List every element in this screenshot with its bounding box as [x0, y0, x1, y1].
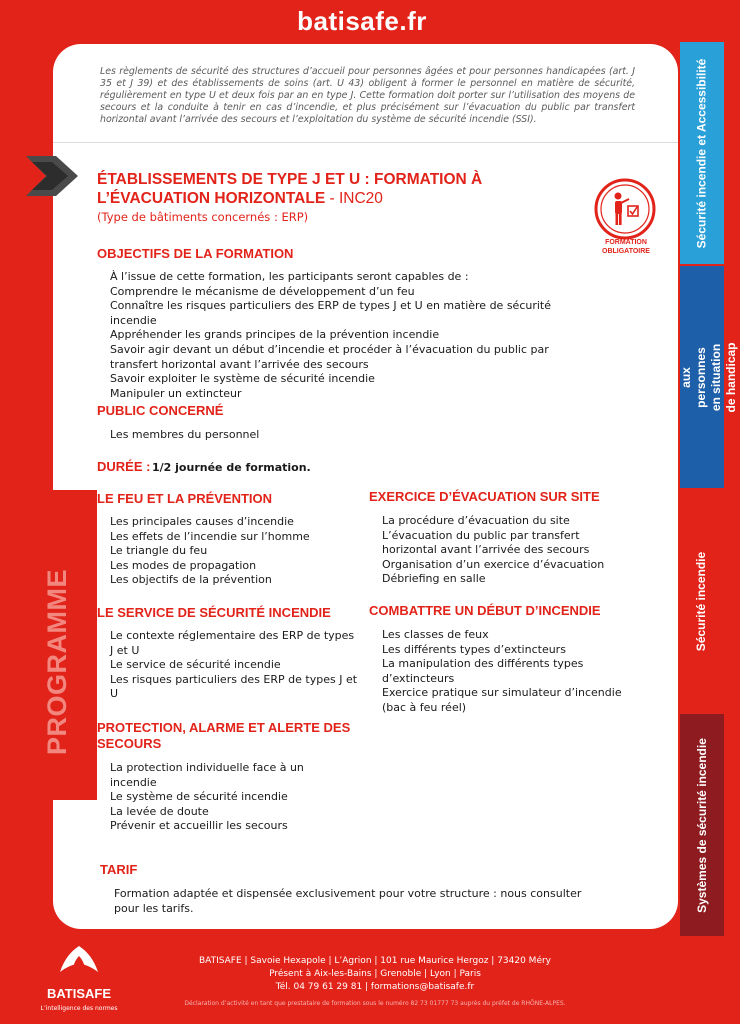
list-item: Débriefing en salle	[382, 572, 486, 586]
tab-label: Sécurité incendie	[694, 551, 709, 651]
tab-label: Sécurité incendie et Accessibilité	[694, 58, 709, 248]
footer-declaration: Déclaration d’activité en tant que prestataire de formation sous le numéro 82 73 01777 73 auprès du préfet de RHÔNE-ALPES.	[184, 1000, 566, 1007]
protection-list	[110, 761, 350, 834]
page-title	[97, 170, 567, 208]
list-item: Manipuler un extincteur	[110, 386, 242, 400]
list-item: Appréhender les grands principes de la prévention incendie	[110, 328, 440, 342]
public-heading: PUBLIC CONCERNÉ	[97, 403, 224, 418]
list-item: Organisation d’un exercice d’évacuation	[382, 557, 605, 571]
list-item: Prévenir et accueillir les secours	[110, 819, 288, 833]
tab-label: Systèmes de sécurité incendie	[694, 737, 709, 913]
tab-label: aux personnes en situation de handicap	[679, 342, 739, 413]
list-item: La protection individuelle face à un incendie	[110, 761, 304, 789]
tab-accessibilite-handicap[interactable]	[679, 266, 739, 488]
footer-contact	[140, 955, 610, 994]
list-item: Le triangle du feu	[110, 544, 208, 558]
tab-securite-incendie[interactable]	[680, 490, 724, 712]
list-item: Les objectifs de la prévention	[110, 573, 272, 587]
list-item: Connaître les risques particuliers des ERP de types J et U en matière de sécurité incendie	[110, 299, 551, 327]
tab-securite-incendie-accessibilite[interactable]	[680, 42, 724, 264]
logo-tagline: L’intelligence des normes	[40, 1005, 118, 1012]
footer-locations: Présent à Aix-les-Bains | Grenoble | Lyon | Paris	[269, 969, 481, 979]
list-item: La procédure d’évacuation du site	[382, 514, 570, 527]
site-title[interactable]: batisafe.fr	[297, 6, 427, 36]
programme-label: PROGRAMME	[42, 569, 72, 755]
list-item: Le service de sécurité incendie	[110, 658, 281, 672]
objectifs-intro: À l’issue de cette formation, les participants seront capables de :	[110, 270, 469, 283]
subtitle: (Type de bâtiments concernés : ERP)	[97, 210, 309, 224]
intro-paragraph: Les règlements de sécurité des structures d’accueil pour personnes âgées et pour personnes handicapées (art. J 35 et J 39) et des établissements de soins (art. U 43) obligent à former le personnel en matière de sécurité, régulièrement en type U et deux fois par an en type J. Cette formation doit porter sur l’utilisation des moyens de secours et la conduite à tenir en cas d’incendie, et plus précisément sur l’évacuation du public par transfert horizontal avant l’arrivée des secours et l’exploitation du système de sécurité incendie (SSI).	[100, 66, 635, 125]
list-item: Les modes de propagation	[110, 558, 257, 572]
list-item: La levée de doute	[110, 804, 209, 818]
batisafe-logo-icon	[42, 942, 116, 986]
list-item: Les classes de feux	[382, 628, 489, 641]
course-code: - INC20	[325, 190, 383, 207]
tarif-text: Formation adaptée et dispensée exclusivement pour votre structure : nous consulter pour les tarifs.	[114, 887, 582, 915]
title-text: ÉTABLISSEMENTS DE TYPE J ET U : FORMATION À L’ÉVACUATION HORIZONTALE	[97, 171, 483, 207]
exercice-list	[382, 514, 627, 587]
exercice-heading: EXERCICE D’ÉVACUATION SUR SITE	[369, 489, 600, 504]
list-item: Les différents types d’extincteurs	[382, 642, 566, 656]
objectifs-heading: OBJECTIFS DE LA FORMATION	[97, 246, 294, 261]
chevron-right-icon	[22, 154, 80, 198]
list-item: Les risques particuliers des ERP de types J et U	[110, 672, 358, 701]
tarif-heading: TARIF	[100, 862, 138, 877]
service-list	[110, 629, 360, 702]
list-item: Savoir agir devant un début d’incendie et procéder à l’évacuation du public par transfert horizontal avant l’arrivée des secours	[110, 342, 549, 371]
public-text: Les membres du personnel	[110, 428, 260, 441]
service-heading: LE SERVICE DE SÉCURITÉ INCENDIE	[97, 605, 331, 620]
footer-address: BATISAFE | Savoie Hexapole | L’Agrion | 101 rue Maurice Hergoz | 73420 Méry	[198, 956, 552, 966]
divider	[53, 142, 678, 143]
list-item: Exercice pratique sur simulateur d’incendie (bac à feu réel)	[382, 686, 622, 714]
list-item: L’évacuation du public par transfert horizontal avant l’arrivée des secours	[382, 528, 590, 557]
combattre-heading: COMBATTRE UN DÉBUT D’INCENDIE	[369, 603, 601, 618]
list-item: La manipulation des différents types d’extincteurs	[382, 657, 584, 685]
combattre-list	[382, 628, 627, 716]
mandatory-training-icon	[593, 177, 657, 241]
protection-heading: PROTECTION, ALARME ET ALERTE DES SECOURS	[97, 720, 351, 751]
list-item: Le contexte réglementaire des ERP de types J et U	[110, 629, 355, 657]
mandatory-badge-label: FORMATION OBLIGATOIRE	[602, 239, 650, 255]
list-item: Les effets de l’incendie sur l’homme	[110, 529, 310, 543]
list-item: Les principales causes d’incendie	[110, 515, 294, 528]
objectifs-list	[110, 270, 580, 401]
feu-heading: LE FEU ET LA PRÉVENTION	[97, 491, 273, 506]
tab-systemes-securite-incendie[interactable]	[680, 714, 724, 936]
list-item: Savoir exploiter le système de sécurité incendie	[110, 372, 375, 386]
duree-heading: DURÉE :	[97, 459, 151, 474]
duree-value: 1/2 journée de formation.	[152, 461, 311, 474]
footer-phone-email[interactable]: Tél. 04 79 61 29 81 | formations@batisafe.fr	[275, 982, 475, 992]
list-item: Le système de sécurité incendie	[110, 790, 288, 804]
feu-list	[110, 515, 360, 588]
logo-name: BATISAFE	[46, 986, 112, 1001]
list-item: Comprendre le mécanisme de développement d’un feu	[110, 284, 415, 298]
